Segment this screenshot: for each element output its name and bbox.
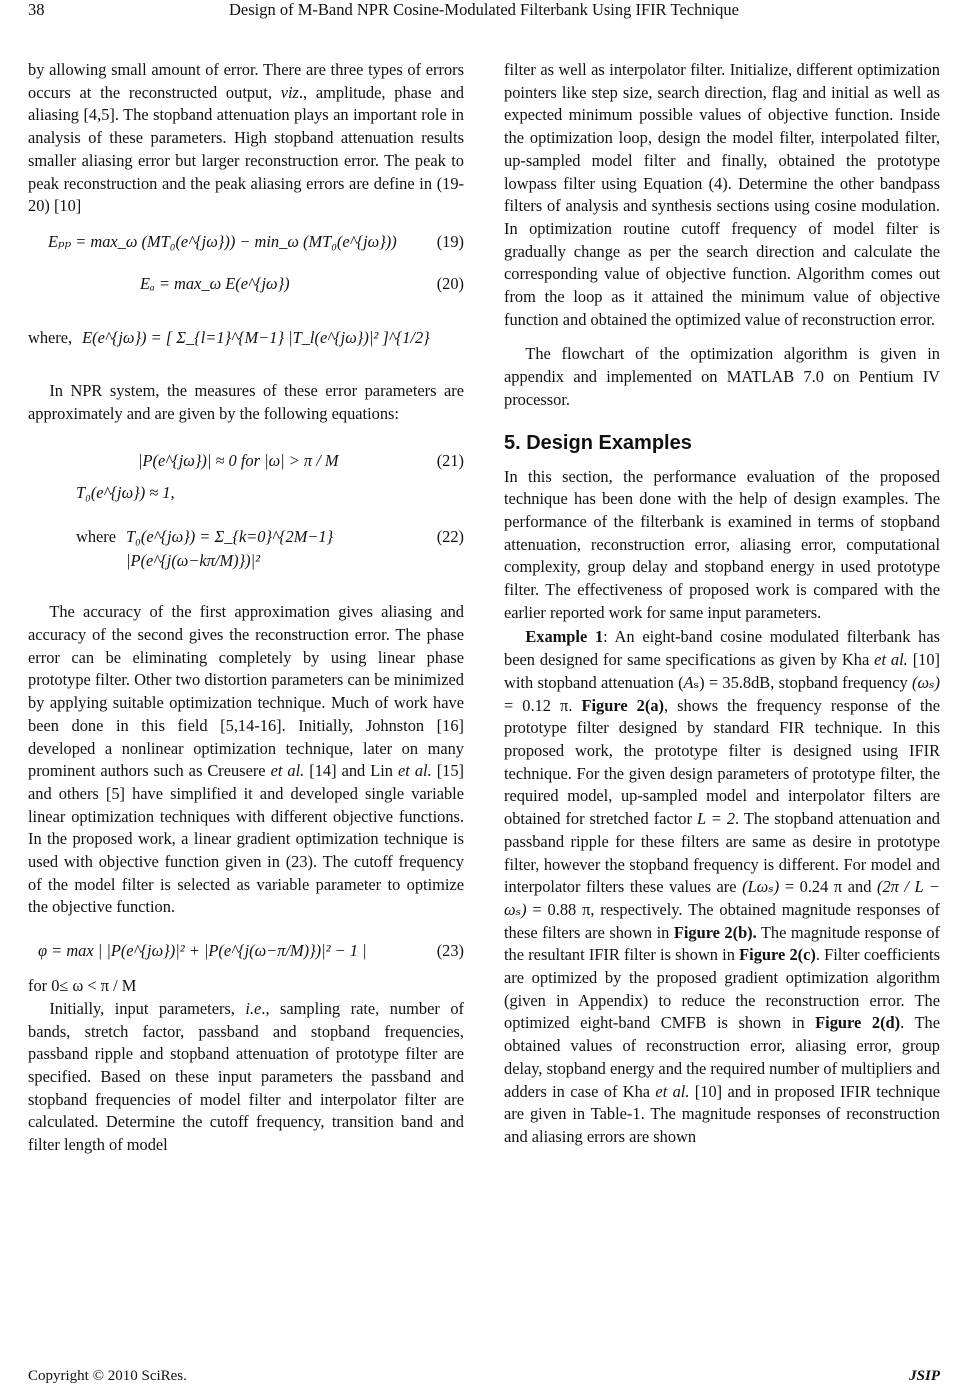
text-run: = 0.88 π, respectively. The obtained magnitude responses of these filters are shown in: [504, 899, 940, 942]
page-header: [28, 0, 940, 24]
bold-text: Figure 2(c): [739, 945, 816, 965]
equation-where-E: [28, 326, 464, 350]
page-footer: [28, 1368, 940, 1385]
paragraph: [504, 466, 940, 625]
bold-text: Figure 2(b).: [673, 922, 757, 942]
text-run: , shows the frequency response of the prototype filter designed by standard FIR technique. In this proposed work, the prototype filter is designed using IFIR technique. For the given design parameters of prototype filter, the required model, up-sampled model and interpolator filters are obtained for stretched factor: [504, 695, 940, 829]
italic-text: et al.: [398, 761, 432, 781]
text-run: [15] and others [5] have simplified it and developed single variable linear optimization techniques with different objective functions. In the proposed work, a linear gradient optimization technique is used with objective function given in (23). The cutoff frequency of the model filter is selected as variable parameter to optimize the objective function.: [28, 761, 465, 917]
text-run: ₛ) = 35.8dB, stopband frequency: [693, 672, 912, 692]
italic-text: (Lωₛ): [742, 877, 780, 897]
text-run: = 0.24 π and: [779, 877, 877, 897]
equation-body: E(e^{jω}) = [ Σ_{l=1}^{M−1} |T_l(e^{jω})|² ]^{1/2}: [82, 327, 430, 347]
paragraph: [504, 626, 940, 1148]
text-run: . The obtained values of reconstruction error, aliasing error, group delay, stopband energy and the required number of multipliers and adders in case of Kha: [504, 1013, 940, 1101]
italic-text: (2π / L − ωₛ): [504, 877, 940, 919]
italic-text: i.e: [245, 998, 262, 1018]
equation-number: (22): [436, 527, 464, 547]
equation-number: (20): [436, 273, 464, 293]
italic-text: et al.: [655, 1081, 690, 1101]
text-run: = 0.12 π.: [504, 695, 582, 715]
text-run: by allowing small amount of error. There are three types of errors occurs at the reconstructed output,: [28, 60, 464, 102]
left-column: [28, 59, 464, 1157]
equation-body: T₀(e^{jω}) = Σ_{k=0}^{2M−1} |P(e^{j(ω−kπ/M)})|²: [126, 527, 334, 571]
bold-text: Figure 2(d): [815, 1013, 901, 1033]
paragraph: [28, 998, 464, 1157]
text-run: : An eight-band cosine modulated filterbank has been designed for same specifications as given by Kha: [504, 627, 940, 670]
equation-number: (23): [436, 941, 464, 961]
italic-text: viz: [280, 82, 299, 102]
bold-text: Example 1: [525, 627, 604, 647]
text-run: Initially, input parameters,: [49, 998, 246, 1018]
equation-22: [28, 525, 464, 573]
text-run: The flowchart of the optimization algorithm is given in appendix and implemented on MATLAB 7.0 on Pentium IV processor.: [504, 344, 940, 409]
text-run: [10] with stopband attenuation (: [504, 650, 941, 692]
running-title: Design of M-Band NPR Cosine-Modulated Filterbank Using IFIR Technique: [229, 0, 739, 19]
page-number: 38: [28, 0, 45, 19]
where-label: where: [76, 527, 117, 547]
paragraph: [504, 343, 940, 411]
paragraph: [28, 601, 464, 919]
text-run: . Filter coefficients are optimized by the proposed gradient optimization algorithm (given in Appendix) to reduce the reconstruction error. The optimized eight-band CMFB is shown in: [504, 945, 940, 1033]
equation-number: (21): [436, 451, 464, 471]
text-run: [14] and Lin: [304, 761, 399, 781]
equation-body: |P(e^{jω})| ≈ 0 for |ω| > π / M: [138, 451, 339, 471]
equation-23: [28, 939, 464, 963]
italic-text: et al.: [270, 761, 305, 781]
equation-19: [28, 230, 464, 254]
paragraph: [504, 59, 940, 331]
text-run: filter as well as interpolator filter. Initialize, different optimization pointers like step size, search direction, flag and initial as well as expected minimum possible values of objective function. Inside the optimization loop, design the model filter, interpolated filter, up-sampled model filter and finally, obtained the prototype lowpass filter using Equation (4). Determine the other bandpass filters of analysis and synthesis sections using cosine modulation. In optimization routine cutoff frequency of model filter is gradually change as per the search direction and calculate the corresponding value of objective function. Algorithm comes out from the loop as it attained the minimum value of objective function and obtained the optimized value of reconstruction error.: [504, 60, 940, 329]
bold-text: Figure 2(a): [581, 695, 664, 715]
text-run: In NPR system, the measures of these error parameters are approximately and are given by the following equations:: [28, 380, 464, 423]
paragraph: [28, 380, 464, 425]
where-label: where,: [28, 327, 73, 347]
copyright: Copyright © 2010 SciRes.: [28, 1368, 187, 1384]
paragraph: [28, 59, 464, 218]
condition-text: for 0≤ ω < π / M: [28, 976, 137, 996]
italic-text: A: [683, 672, 694, 692]
equation-20: [28, 272, 464, 296]
journal-name: JSIP: [909, 1368, 940, 1384]
equation-body: Eₚₚ = max_ω (MT₀(e^{jω})) − min_ω (MT₀(e^{jω})): [48, 231, 397, 251]
italic-text: L = 2: [696, 809, 736, 829]
text-run: . The stopband attenuation and passband ripple for these filters are same as desire in prototype filter, however the stopband frequency is different. For model and interpolator filters these values are: [504, 809, 940, 897]
italic-text: et al.: [874, 650, 908, 670]
equation-number: (19): [436, 231, 464, 251]
text-run: The accuracy of the first approximation gives aliasing and accuracy of the second gives the reconstruction error. The phase error can be eliminating completely by using linear phase prototype filter. Other two distortion parameters can be minimized by applying suitable optimization technique. Much of work have been done in this field [5,14-16]. Initially, Johnston [16] developed a nonlinear optimization technique, later on many prominent authors such as Creusere: [28, 602, 464, 781]
right-column: [504, 59, 940, 1149]
equation-21: [28, 449, 464, 473]
text-run: ., sampling rate, number of bands, stretch factor, passband and stopband frequencies, passband ripple and stopband attenuation of prototype filter are specified. Based on these input parameters the passband and stopband frequencies of model filter and interpolator filter are calculated. Determine the cutoff frequency, transition band and filter length of model: [28, 998, 464, 1155]
equation-22a: [28, 481, 464, 505]
equation-body: T₀(e^{jω}) ≈ 1,: [76, 483, 175, 503]
italic-text: (ωₛ): [911, 672, 940, 692]
text-run: In this section, the performance evaluation of the proposed technique has been done with the help of design examples. The performance of the filterbank is examined in terms of stopband attenuation, reconstruction error, aliasing error, computational complexity, group delay and stopband energy in used prototype filter. The effectiveness of proposed work is compared with the earlier reported work for same input parameters.: [504, 466, 940, 622]
equation-body: Eₐ = max_ω E(e^{jω}): [140, 273, 290, 293]
text-run: [10] and in proposed IFIR technique are given in Table-1. The magnitude responses of reconstruction and aliasing errors are shown: [504, 1081, 941, 1146]
text-run: The magnitude response of the resultant IFIR filter is shown in: [504, 922, 940, 965]
text-run: ., amplitude, phase and aliasing [4,5]. The stopband attenuation plays an important role in analysis of these parameters. High stopband attenuation results smaller aliasing error but larger reconstruction error. The peak to peak reconstruction and the peak aliasing errors are define in (19-20) [10]: [28, 82, 464, 216]
section-heading: 5. Design Examples: [504, 431, 692, 454]
equation-body: φ = max | |P(e^{jω})|² + |P(e^{j(ω−π/M)})|² − 1 |: [38, 941, 367, 961]
